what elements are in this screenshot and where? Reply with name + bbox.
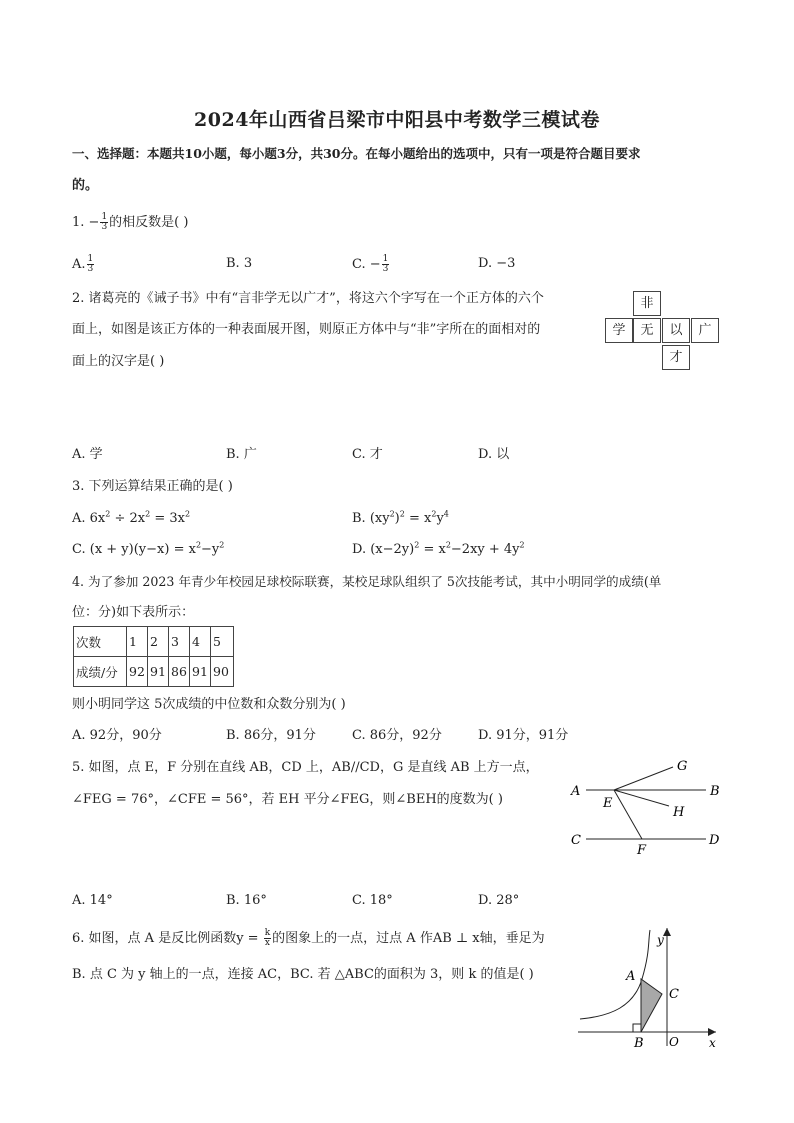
q6-stem-part: 6. 如图，点 A 是反比例函数y = (72, 931, 263, 946)
label-y: y (657, 933, 664, 947)
q3-c-exp: 2 (219, 540, 225, 550)
label-h: H (673, 805, 685, 820)
q1-option-c-label: C. − (352, 257, 381, 272)
q1-stem (72, 213, 188, 232)
q3-option-a[interactable] (72, 510, 190, 528)
q4-stem-line1: 4. 为了参加 2023 年青少年校园足球校际联赛，某校足球队组织了 5次技能考试，其中小明同学的成绩(单 (72, 574, 662, 589)
net-cell-xue: 学 (605, 318, 633, 343)
q6-frac-den: x (264, 938, 270, 948)
table-cell: 成绩/分 (74, 657, 127, 687)
label-b: B (710, 784, 720, 799)
q6-stem-line2: B. 点 C 为 y 轴上的一点，连接 AC，BC. 若 △ABC的面积为 3，则 k 的值是( ) (72, 967, 534, 982)
q3-b-part: B. (xy (352, 511, 390, 526)
q3-b-exp: 2 (431, 509, 437, 519)
table-header-cell: 次数 (74, 627, 127, 657)
table-cell: 90 (211, 657, 234, 687)
q1-option-b[interactable]: B. 3 (226, 256, 253, 271)
q3-d-exp: 2 (519, 540, 525, 550)
table-row (74, 627, 234, 657)
ray-eg (614, 767, 673, 790)
score-table (73, 626, 234, 687)
q3-c-exp: 2 (195, 540, 202, 550)
label-e: E (603, 796, 613, 811)
q6-stem-part: 的图象上的一点，过点 A 作AB ⊥ x轴，垂足为 (272, 931, 545, 946)
table-header-cell: 5 (211, 627, 234, 657)
q6-frac-num: k (264, 928, 271, 938)
q3-d-part: −2xy + 4y (450, 542, 520, 557)
q1-frac-num: 1 (101, 212, 108, 222)
net-cell-cai: 才 (662, 345, 690, 370)
q3-d-part: = x (419, 542, 446, 557)
q1-prefix: 1. − (72, 215, 100, 230)
x-axis-arrow-icon (708, 1028, 716, 1036)
q3-c-part: C. (x + y)(y−x) = x (72, 542, 196, 557)
q1-option-c-num: 1 (382, 254, 389, 264)
q4-option-c[interactable]: C. 86分，92分 (352, 728, 442, 743)
q2-stem-line1: 2. 诸葛亮的《诫子书》中有“言非学无以广才”，将这六个字写在一个正方体的六个 (72, 291, 544, 306)
net-cell-yi: 以 (662, 318, 690, 343)
q1-option-c-den: 3 (382, 264, 389, 274)
q3-b-part: y (436, 511, 444, 526)
q5-option-d[interactable]: D. 28° (478, 893, 520, 908)
q1-frac-den: 3 (101, 222, 108, 232)
table-header-cell: 3 (169, 627, 190, 657)
table-cell: 91 (148, 657, 169, 687)
right-angle-mark (633, 1024, 641, 1032)
q4-option-d[interactable]: D. 91分，91分 (478, 728, 569, 743)
table-header-cell: 1 (127, 627, 148, 657)
q5-option-b[interactable]: B. 16° (226, 893, 267, 908)
q2-option-c[interactable]: C. 才 (352, 447, 383, 462)
table-header-cell: 4 (190, 627, 211, 657)
q3-a-part: = 3x (150, 511, 185, 526)
label-a: A (626, 969, 636, 984)
q1-option-c-fraction (382, 255, 390, 274)
label-b: B (634, 1036, 644, 1050)
q4-option-b[interactable]: B. 86分，91分 (226, 728, 316, 743)
label-o: O (669, 1035, 679, 1049)
exam-title: 2024年山西省吕梁市中阳县中考数学三模试卷 (194, 109, 600, 131)
q3-option-c[interactable] (72, 541, 224, 559)
q3-b-exp: 2 (399, 509, 405, 519)
q3-a-part: A. 6x (72, 511, 106, 526)
label-g: G (677, 759, 688, 774)
q2-option-b[interactable]: B. 广 (226, 447, 257, 462)
q5-option-c[interactable]: C. 18° (352, 893, 393, 908)
q1-option-d[interactable]: D. −3 (478, 256, 516, 271)
q1-option-a[interactable] (72, 255, 95, 274)
table-header-cell: 2 (148, 627, 169, 657)
label-c: C (669, 987, 679, 1002)
q5-stem-line1: 5. 如图，点 E，F 分别在直线 AB，CD 上，AB//CD，G 是直线 AB 上方一点， (72, 760, 539, 775)
net-cell-fei: 非 (633, 291, 661, 316)
section-instruction-cont: 的。 (72, 178, 99, 193)
q1-fraction (100, 213, 108, 232)
q1-option-a-den: 3 (87, 264, 94, 274)
q3-a-exp: 2 (105, 509, 111, 519)
q3-b-exp: 2 (389, 509, 395, 519)
q6-fraction (264, 929, 271, 948)
triangle-abc (641, 979, 662, 1032)
q3-a-part: ÷ 2x (110, 511, 146, 526)
net-cell-wu: 无 (633, 318, 661, 343)
q3-a-exp: 2 (184, 509, 191, 519)
cube-net-figure (603, 291, 723, 371)
q3-d-exp: 2 (414, 540, 420, 550)
label-a: A (571, 784, 581, 799)
inverse-function-figure (572, 924, 724, 1050)
label-f: F (637, 843, 647, 855)
q3-option-d[interactable] (352, 541, 525, 559)
q4-stem-line2: 位：分)如下表所示： (72, 605, 195, 620)
q1-option-a-num: 1 (87, 254, 94, 264)
net-cell-guang: 广 (691, 318, 719, 343)
q1-option-c[interactable] (352, 255, 390, 274)
q1-suffix: 的相反数是( ) (109, 215, 189, 230)
table-row (74, 657, 234, 687)
q3-b-part: = x (404, 511, 432, 526)
q2-option-d[interactable]: D. 以 (478, 447, 510, 462)
q3-b-exp: 4 (443, 509, 449, 519)
q3-b-part: ) (394, 511, 400, 526)
q3-stem: 3. 下列运算结果正确的是( ) (72, 479, 233, 494)
q6-stem-line1 (72, 929, 545, 948)
q3-c-part: −y (201, 542, 220, 557)
label-x: x (709, 1036, 716, 1050)
q3-option-b[interactable] (352, 510, 449, 528)
q3-a-exp: 2 (145, 509, 151, 519)
q2-stem-line2: 面上，如图是该正方体的一种表面展开图，则原正方体中与“非”字所在的面相对的 (72, 322, 541, 337)
y-axis-arrow-icon (663, 928, 671, 936)
table-cell: 86 (169, 657, 190, 687)
label-d: D (709, 833, 720, 848)
q1-option-a-fraction (87, 255, 95, 274)
q5-option-a[interactable]: A. 14° (72, 893, 113, 908)
q3-d-part: D. (x−2y) (352, 542, 415, 557)
section-instruction: 一、选择题：本题共10小题，每小题3分，共30分。在每小题给出的选项中，只有一项是符合题目要求 (72, 146, 641, 161)
hyperbola-curve (580, 930, 650, 1019)
q1-option-a-label: A. (72, 257, 86, 272)
label-c: C (571, 833, 581, 848)
table-cell: 91 (190, 657, 211, 687)
parallel-lines-figure (566, 755, 726, 855)
q5-stem-line2: ∠FEG = 76°，∠CFE = 56°，若 EH 平分∠FEG，则∠BEH的度数为( ) (72, 792, 503, 807)
q2-option-a[interactable]: A. 学 (72, 447, 103, 462)
q2-stem-line3: 面上的汉字是( ) (72, 354, 165, 369)
q3-d-exp: 2 (445, 540, 451, 550)
table-cell: 92 (127, 657, 148, 687)
q4-question: 则小明同学这 5次成绩的中位数和众数分别为( ) (72, 697, 346, 712)
q4-option-a[interactable]: A. 92分，90分 (72, 728, 162, 743)
